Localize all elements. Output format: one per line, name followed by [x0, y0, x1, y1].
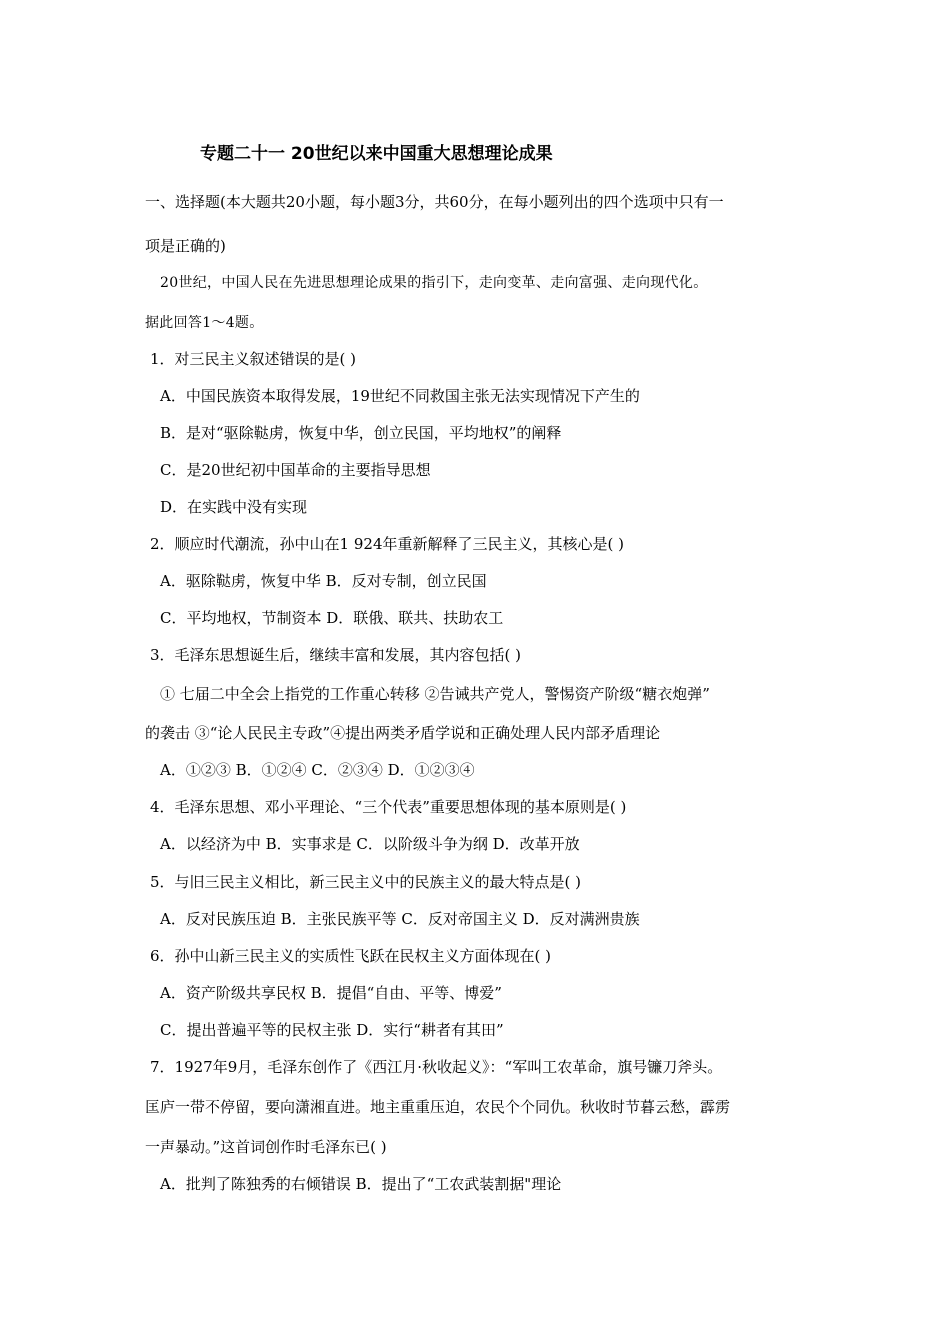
question-6-options-ab: A．资产阶级共享民权 B．提倡“自由、平等、博爱”: [160, 984, 502, 1002]
question-7-options-ab: A．批判了陈独秀的右倾错误 B．提出了“工农武装割据"理论: [160, 1175, 562, 1193]
question-1-option-d: D．在实践中没有实现: [160, 498, 308, 516]
question-2-options-cd: C．平均地权，节制资本 D．联俄、联共、扶助农工: [160, 609, 504, 627]
section-heading-line-1: 一、选择题(本大题共20小题，每小题3分，共60分，在每小题列出的四个选项中只有一: [145, 193, 724, 211]
intro-line-2: 据此回答1～4题。: [145, 315, 264, 331]
question-3-stem: 3．毛泽东思想诞生后，继续丰富和发展，其内容包括( ): [150, 646, 522, 664]
intro-line-1: 20世纪，中国人民在先进思想理论成果的指引下，走向变革、走向富强、走向现代化。: [160, 275, 708, 291]
question-4-options: A．以经济为中 B．实事求是 C．以阶级斗争为纲 D．改革开放: [160, 835, 580, 853]
question-5-stem: 5．与旧三民主义相比，新三民主义中的民族主义的最大特点是( ): [150, 873, 582, 891]
question-1-option-b: B．是对“驱除鞑虏，恢复中华，创立民国，平均地权”的阐释: [160, 424, 562, 442]
question-7-stem-line-3: 一声暴动。”这首词创作时毛泽东已( ): [145, 1138, 387, 1156]
question-7-stem-line-2: 匡庐一带不停留，要向潇湘直进。地主重重压迫，农民个个同仇。秋收时节暮云愁，霹雳: [145, 1098, 731, 1116]
question-3-items-line-1: ① 七届二中全会上指党的工作重心转移 ②告诫共产党人，警惕资产阶级“糖衣炮弹”: [160, 685, 710, 703]
question-3-options: A．①②③ B．①②④ C．②③④ D．①②③④: [160, 761, 475, 779]
page-title: 专题二十一 20世纪以来中国重大思想理论成果: [200, 144, 553, 164]
question-2-stem: 2．顺应时代潮流，孙中山在1 924年重新解释了三民主义，其核心是( ): [150, 535, 624, 553]
question-3-items-line-2: 的袭击 ③“论人民民主专政”④提出两类矛盾学说和正确处理人民内部矛盾理论: [145, 724, 661, 742]
question-5-options: A．反对民族压迫 B．主张民族平等 C．反对帝国主义 D．反对满洲贵族: [160, 910, 640, 928]
question-7-stem-line-1: 7．1927年9月，毛泽东创作了《西江月·秋收起义》：“军叫工农革命，旗号镰刀斧头。: [150, 1058, 723, 1076]
section-heading-line-2: 项是正确的): [145, 237, 226, 255]
question-2-options-ab: A．驱除鞑虏，恢复中华 B．反对专制，创立民国: [160, 572, 487, 590]
question-6-stem: 6．孙中山新三民主义的实质性飞跃在民权主义方面体现在( ): [150, 947, 552, 965]
question-6-options-cd: C．提出普遍平等的民权主张 D．实行“耕者有其田”: [160, 1021, 504, 1039]
question-1-stem: 1．对三民主义叙述错误的是( ): [150, 350, 357, 368]
question-1-option-c: C．是20世纪初中国革命的主要指导思想: [160, 461, 431, 479]
question-4-stem: 4．毛泽东思想、邓小平理论、“三个代表”重要思想体现的基本原则是( ): [150, 798, 627, 816]
question-1-option-a: A．中国民族资本取得发展，19世纪不同救国主张无法实现情况下产生的: [160, 387, 640, 405]
